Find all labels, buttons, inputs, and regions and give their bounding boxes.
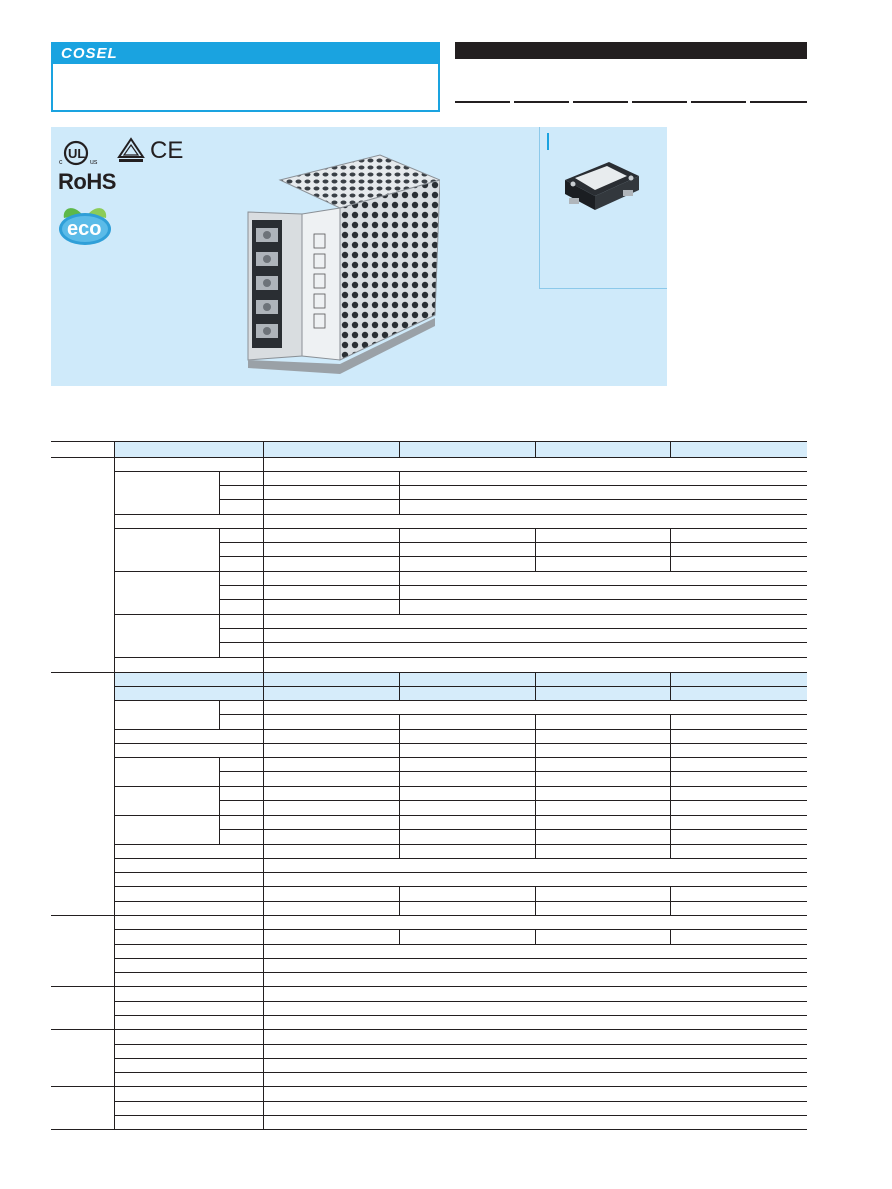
row-rule (114, 1015, 807, 1016)
sub-row-rule (219, 542, 807, 543)
row-rule (114, 471, 807, 472)
row-rule (114, 944, 807, 945)
row-rule (114, 571, 807, 572)
row-rule (114, 514, 807, 515)
row-rule (114, 901, 807, 902)
row-rule (114, 929, 807, 930)
section-rule (51, 986, 807, 987)
section-rule (51, 672, 807, 673)
model-column-rule (670, 714, 671, 858)
model-column-rule (399, 471, 400, 514)
series-tab-rule (573, 101, 628, 103)
table-rule (51, 1129, 807, 1130)
section-rule (51, 1086, 807, 1087)
row-rule (114, 757, 807, 758)
model-column-rule (535, 929, 536, 944)
model-column-rule (670, 929, 671, 944)
sub-row-rule (219, 556, 807, 557)
row-rule (114, 614, 807, 615)
rohs-mark: RoHS (58, 169, 116, 194)
sub-column-rule (219, 528, 220, 657)
row-rule (114, 844, 807, 845)
model-column-rule (535, 714, 536, 858)
column-rule (263, 441, 264, 1130)
brand-logo: COSEL (61, 45, 118, 62)
sub-row-rule (219, 771, 807, 772)
row-rule (114, 858, 807, 859)
row-rule (114, 1072, 807, 1073)
row-rule (114, 972, 807, 973)
table-rule (51, 457, 807, 458)
model-column-rule (399, 441, 400, 457)
model-column-rule (399, 672, 400, 700)
model-column-rule (399, 571, 400, 614)
row-rule (114, 1115, 807, 1116)
sub-row-rule (219, 800, 807, 801)
row-rule (114, 743, 807, 744)
inset-marker (547, 133, 549, 150)
model-column-rule (399, 886, 400, 915)
ul-certification-icon (58, 140, 110, 166)
series-tab-rule (514, 101, 569, 103)
row-rule (114, 1044, 807, 1045)
row-rule (114, 528, 807, 529)
row-rule (114, 657, 807, 658)
section-rule (51, 915, 807, 916)
power-supply-product-image (240, 150, 440, 382)
row-rule (114, 872, 807, 873)
model-column-rule (535, 886, 536, 915)
model-column-rule (670, 441, 671, 457)
brand-strip (53, 44, 438, 64)
table-header-row (114, 441, 807, 457)
row-rule (114, 958, 807, 959)
row-rule (114, 686, 807, 687)
svg-text:us: us (90, 159, 98, 166)
sub-row-rule (219, 485, 807, 486)
svg-text:c: c (59, 159, 63, 166)
series-tab-rule (691, 101, 746, 103)
sub-column-rule (219, 700, 220, 729)
row-rule (114, 886, 807, 887)
table-rule (51, 441, 807, 442)
sub-row-rule (219, 714, 807, 715)
row-rule (114, 1101, 807, 1102)
noise-filter-product-image (561, 158, 641, 220)
model-column-rule (399, 929, 400, 944)
model-column-rule (535, 528, 536, 571)
model-column-rule (535, 672, 536, 700)
sub-row-rule (219, 599, 807, 600)
tuv-certification-icon (117, 137, 145, 165)
row-rule (114, 700, 807, 701)
brand-header-box (51, 42, 440, 112)
model-column-rule (399, 714, 400, 858)
ce-mark: CE (150, 137, 184, 164)
sub-row-rule (219, 829, 807, 830)
sub-column-rule (219, 471, 220, 514)
series-tab-rule (632, 101, 687, 103)
row-rule (114, 1058, 807, 1059)
series-tab-rule (455, 101, 510, 103)
eco-label: eco (67, 218, 102, 240)
sub-row-rule (219, 642, 807, 643)
specifications-table (51, 441, 807, 1130)
model-column-rule (670, 886, 671, 915)
model-column-rule (535, 441, 536, 457)
column-rule (114, 441, 115, 1130)
row-rule (114, 729, 807, 730)
model-title-bar (455, 42, 807, 59)
row-rule (114, 815, 807, 816)
model-column-rule (670, 528, 671, 571)
series-tab-rule (750, 101, 807, 103)
sub-row-rule (219, 499, 807, 500)
row-rule (114, 786, 807, 787)
sub-row-rule (219, 628, 807, 629)
sub-row-rule (219, 585, 807, 586)
row-rule (114, 1001, 807, 1002)
section-rule (51, 1029, 807, 1030)
model-column-rule (670, 672, 671, 700)
model-column-rule (399, 528, 400, 571)
sub-column-rule (219, 757, 220, 844)
svg-text:UL: UL (68, 146, 86, 161)
eco-badge-icon (56, 196, 114, 246)
